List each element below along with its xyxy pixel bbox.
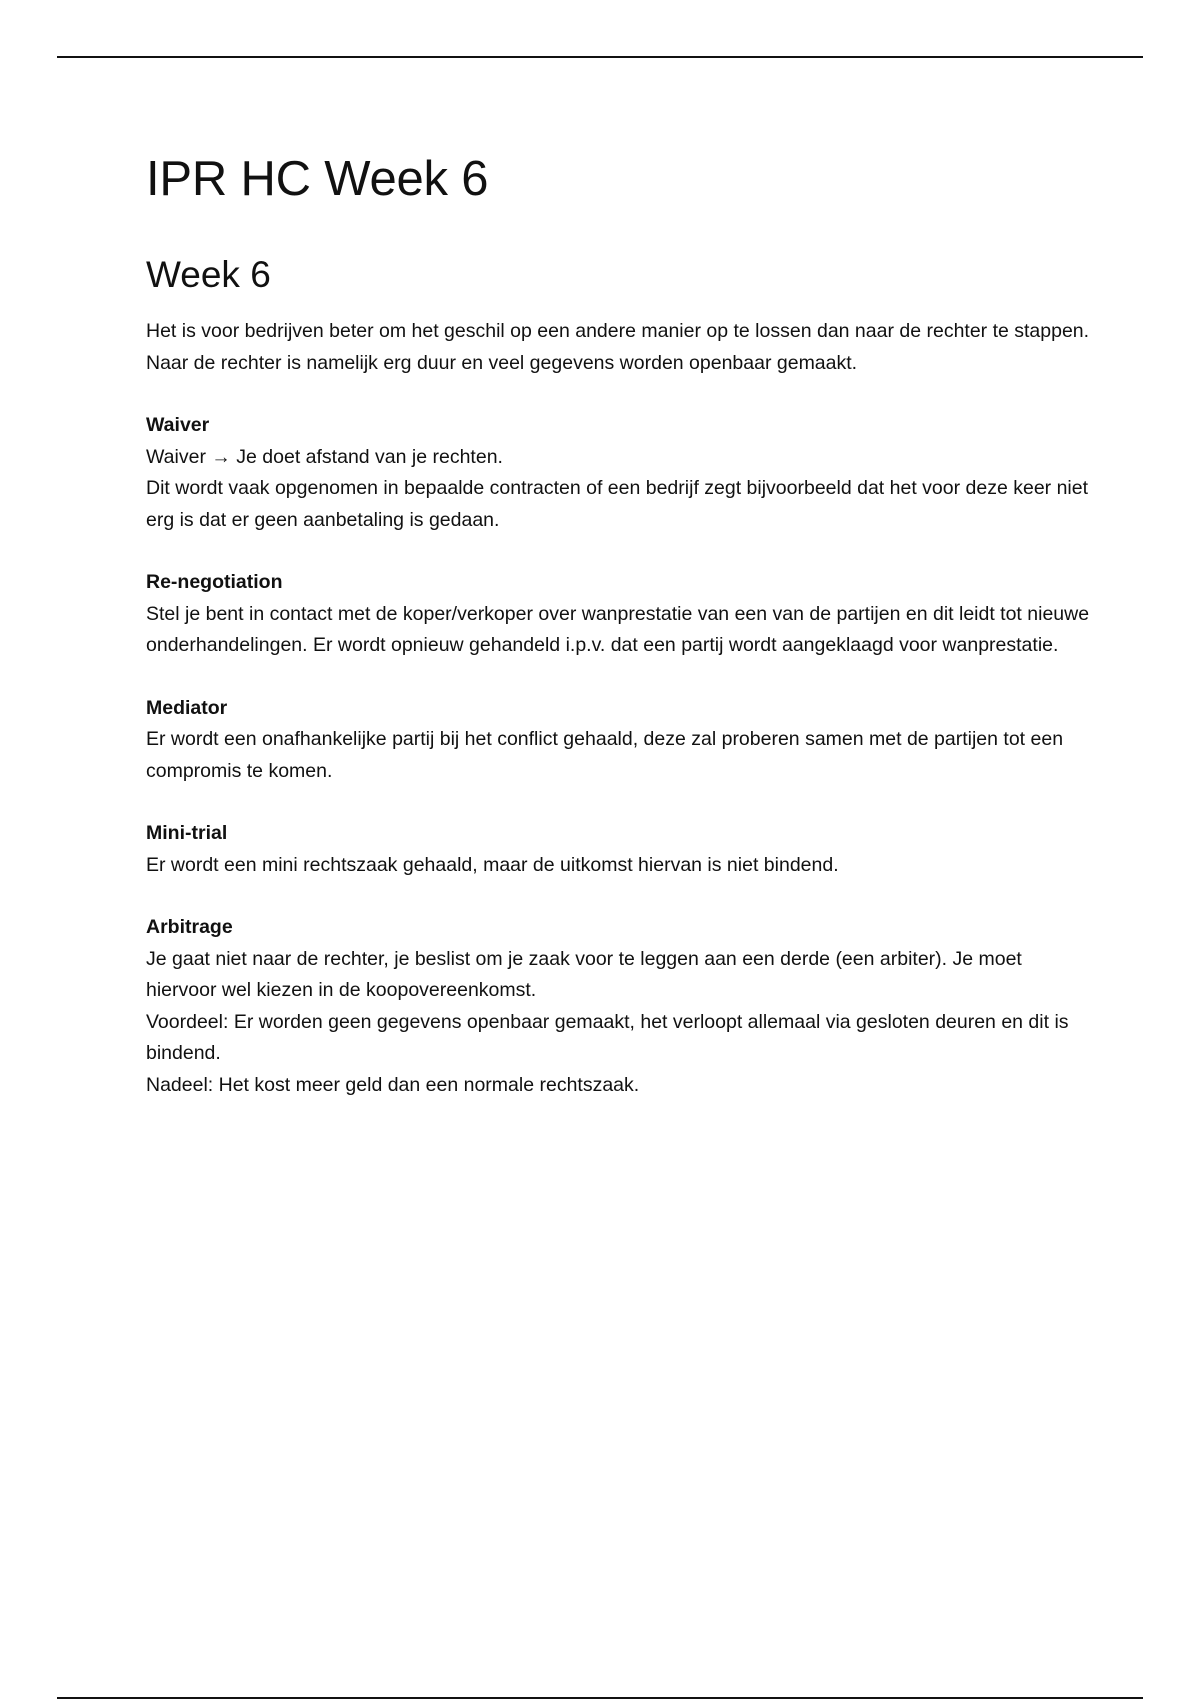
bottom-rule	[57, 1697, 1143, 1699]
section-heading: Mini-trial	[146, 822, 228, 844]
intro-paragraph: Het is voor bedrijven beter om het geschil op een andere manier op te lossen dan naar de rechter te stappen. Naar de rechter is namelijk erg duur en veel gegevens worden openbaar gemaakt.	[146, 320, 1090, 374]
top-rule	[57, 56, 1143, 58]
section-heading: Arbitrage	[146, 916, 233, 938]
section-paragraph: Dit wordt vaak opgenomen in bepaalde contracten of een bedrijf zegt bijvoorbeeld dat het voor deze keer niet erg is dat er geen aanbetaling is gedaan.	[146, 477, 1089, 531]
document-subtitle: Week 6	[146, 254, 271, 295]
section-paragraph: Er wordt een onafhankelijke partij bij het conflict gehaald, deze zal proberen samen met de partijen tot een compromis te komen.	[146, 728, 1064, 782]
section-heading: Waiver	[146, 414, 210, 436]
section-paragraph: Er wordt een mini rechtszaak gehaald, maar de uitkomst hiervan is niet bindend.	[146, 853, 839, 876]
section-waiver	[146, 410, 1096, 536]
section-paragraph: Stel je bent in contact met de koper/verkoper over wanprestatie van een van de partijen en dit leidt tot nieuwe onderhandelingen. Er wordt opnieuw gehandeld i.p.v. dat een partij wordt aangeklaagd voor wanprestatie.	[146, 602, 1090, 656]
section-mediator	[146, 693, 1096, 788]
section-heading: Re-negotiation	[146, 571, 283, 593]
section-paragraph: Waiver → Je doet afstand van je rechten.	[146, 445, 503, 468]
section-arbitrage	[146, 912, 1096, 1101]
section-paragraph: Nadeel: Het kost meer geld dan een normale rechtszaak.	[146, 1073, 640, 1096]
document-content	[146, 148, 1096, 1132]
section-heading: Mediator	[146, 696, 228, 719]
document-title: IPR HC Week 6	[146, 152, 489, 206]
section-re-negotiation	[146, 567, 1096, 662]
section-mini-trial	[146, 818, 1096, 881]
section-paragraph: Je gaat niet naar de rechter, je beslist om je zaak voor te leggen aan een derde (een arbiter). Je moet hiervoor wel kiezen in de koopovereenkomst.	[146, 947, 1022, 1001]
section-paragraph: Voordeel: Er worden geen gegevens openbaar gemaakt, het verloopt allemaal via gesloten deuren en dit is bindend.	[146, 1010, 1069, 1064]
